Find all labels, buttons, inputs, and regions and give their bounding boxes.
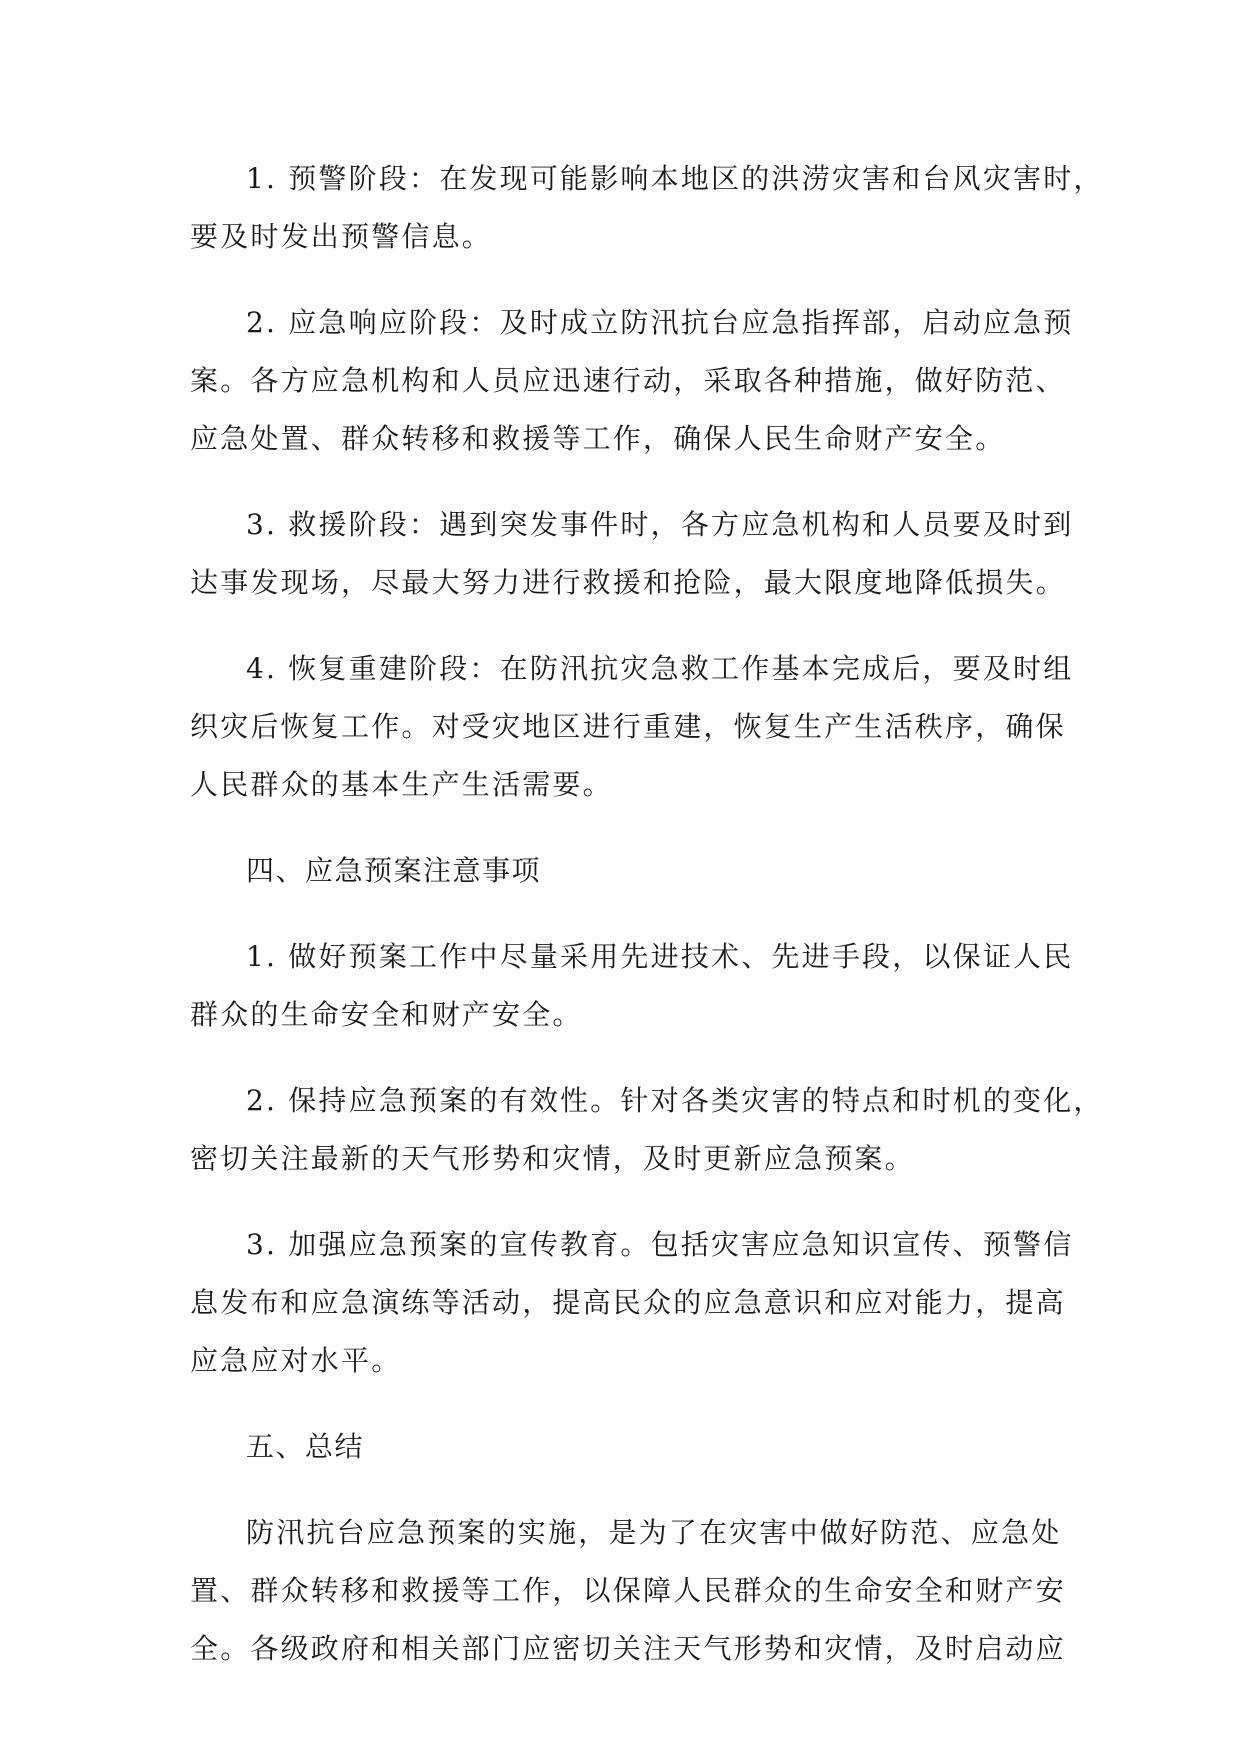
text-line: 要及时发出预警信息。: [190, 220, 493, 253]
section-heading-summary: [190, 1418, 1070, 1476]
paragraph-warning-stage: [190, 150, 1104, 266]
text-line: 息发布和应急演练等活动，提高民众的应急意识和应对能力，提高: [190, 1286, 1066, 1319]
text-line: 防汛抗台应急预案的实施，是为了在灾害中做好防范、应急处: [246, 1516, 1062, 1549]
paragraph-note-technology: [190, 928, 1074, 1044]
text-line: 3. 救援阶段：遇到突发事件时，各方应急机构和人员要及时到: [246, 508, 1074, 541]
text-line: 1. 做好预案工作中尽量采用先进技术、先进手段，以保证人民: [246, 940, 1074, 973]
paragraph-note-effectiveness: [190, 1072, 1104, 1188]
text-line: 密切关注最新的天气形势和灾情，及时更新应急预案。: [190, 1142, 915, 1175]
text-line: 全。各级政府和相关部门应密切关注天气形势和灾情，及时启动应: [190, 1632, 1066, 1665]
text-line: 织灾后恢复工作。对受灾地区进行重建，恢复生产生活秩序，确保: [190, 710, 1066, 743]
text-line: 群众的生命安全和财产安全。: [190, 998, 583, 1031]
text-line: 应急应对水平。: [190, 1344, 402, 1377]
text-line: 3. 加强应急预案的宣传教育。包括灾害应急知识宣传、预警信: [246, 1228, 1074, 1261]
paragraph-recovery-stage: [190, 640, 1074, 814]
text-line: 应急处置、群众转移和救援等工作，确保人民生命财产安全。: [190, 422, 1006, 455]
heading-line: 四、应急预案注意事项: [246, 854, 542, 887]
section-heading-notes: [190, 842, 1070, 900]
paragraph-note-education: [190, 1216, 1074, 1390]
text-line: 4. 恢复重建阶段：在防汛抗灾急救工作基本完成后，要及时组: [246, 652, 1074, 685]
text-line: 人民群众的基本生产生活需要。: [190, 768, 613, 801]
text-line: 置、群众转移和救援等工作，以保障人民群众的生命安全和财产安: [190, 1574, 1066, 1607]
text-line: 2. 保持应急预案的有效性。针对各类灾害的特点和时机的变化，: [246, 1084, 1104, 1117]
text-line: 2. 应急响应阶段：及时成立防汛抗台应急指挥部，启动应急预: [246, 306, 1074, 339]
paragraph-response-stage: [190, 294, 1074, 468]
heading-line: 五、总结: [246, 1430, 365, 1463]
document-body: [190, 150, 1104, 1706]
paragraph-summary: [190, 1504, 1070, 1678]
text-line: 1. 预警阶段：在发现可能影响本地区的洪涝灾害和台风灾害时，: [246, 162, 1104, 195]
paragraph-rescue-stage: [190, 496, 1074, 612]
text-line: 案。各方应急机构和人员应迅速行动，采取各种措施，做好防范、: [190, 364, 1066, 397]
text-line: 达事发现场，尽最大努力进行救援和抢险，最大限度地降低损失。: [190, 566, 1066, 599]
